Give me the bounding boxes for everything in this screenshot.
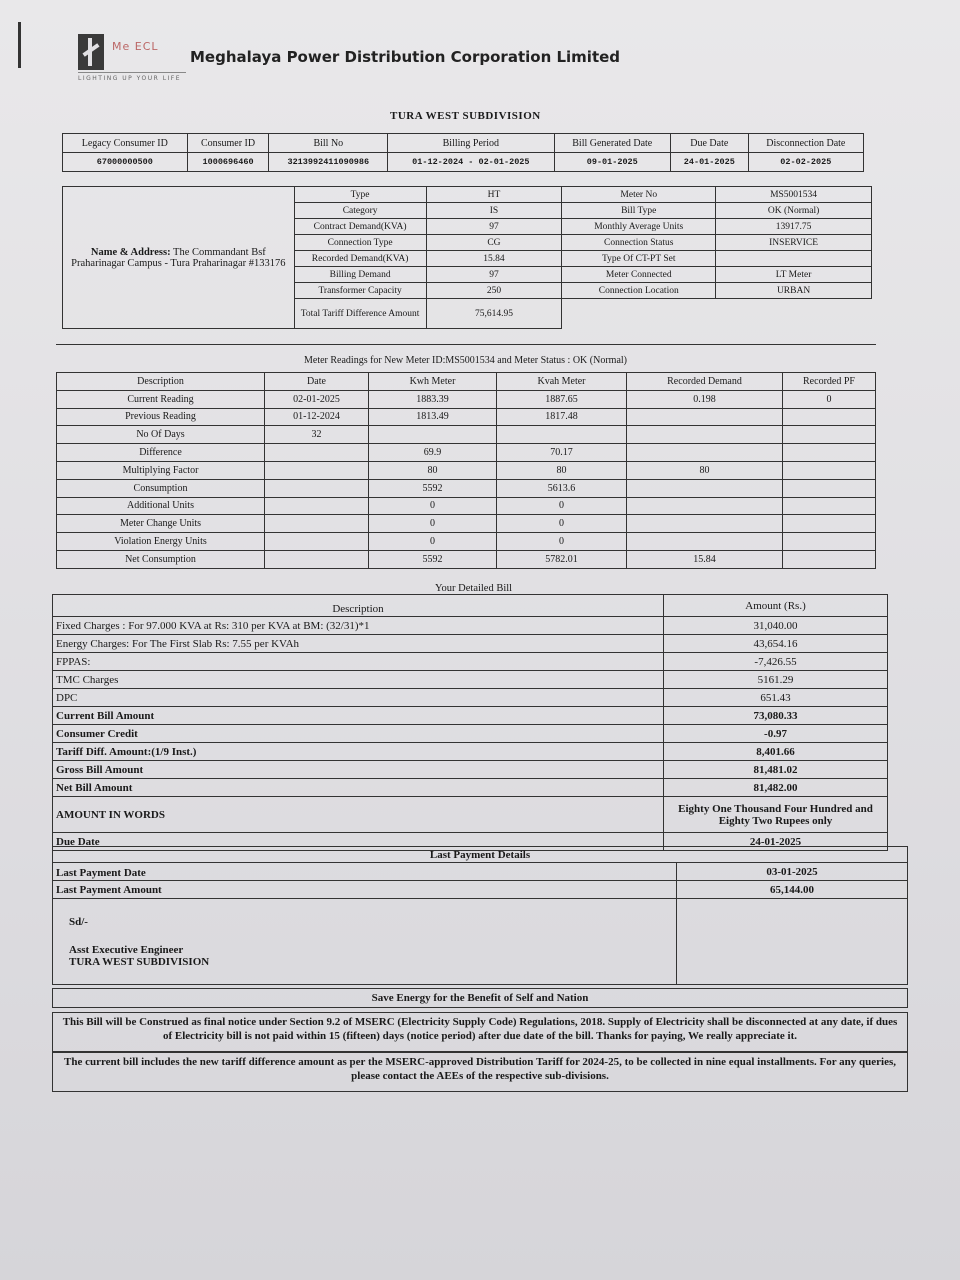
payment-amount-row	[53, 881, 908, 899]
meter-cell: 70.17	[497, 444, 627, 462]
meter-cell: 5613.6	[497, 479, 627, 497]
meter-row-label: No Of Days	[57, 426, 265, 444]
meter-col-kwh: Kwh Meter	[369, 373, 497, 391]
meter-readings-title: Meter Readings for New Meter ID:MS5001534 and Meter Status : OK (Normal)	[56, 344, 876, 374]
bill-row-amount: 8,401.66	[664, 743, 888, 761]
meter-cell	[265, 515, 369, 533]
meter-cell: 5782.01	[497, 550, 627, 568]
meter-cell: 0	[497, 533, 627, 551]
meter-cell	[783, 426, 876, 444]
bill-row	[53, 689, 888, 707]
disconnection-date-label: Disconnection Date	[748, 134, 863, 153]
disconnection-date: 02-02-2025	[748, 153, 863, 172]
meter-cell	[783, 497, 876, 515]
signatory-office: TURA WEST SUBDIVISION	[69, 955, 210, 968]
bill-row	[53, 725, 888, 743]
meter-row-label: Current Reading	[57, 390, 265, 408]
bill-row-amount: 651.43	[664, 689, 888, 707]
meter-cell	[265, 479, 369, 497]
meter-col-recorded-demand: Recorded Demand	[627, 373, 783, 391]
info-value: CG	[426, 235, 562, 251]
bill-no-label: Bill No	[269, 134, 388, 153]
last-payment-date-label: Last Payment Date	[53, 863, 677, 881]
bill-due-date-label: Due Date	[53, 833, 664, 851]
bill-row-label: Fixed Charges : For 97.000 KVA at Rs: 310 per KVA at BM: (32/31)*1	[53, 617, 664, 635]
info-value: 250	[426, 283, 562, 299]
name-address-cell	[63, 187, 295, 329]
last-payment-amount: 65,144.00	[677, 881, 908, 899]
payment-date-row	[53, 863, 908, 881]
bill-row-label: Gross Bill Amount	[53, 761, 664, 779]
signature-block	[53, 899, 677, 985]
info-label: Category	[294, 203, 426, 219]
meter-cell: 80	[369, 461, 497, 479]
bill-row-amount: 81,482.00	[664, 779, 888, 797]
bill-generated-date: 09-01-2025	[554, 153, 670, 172]
meter-row	[57, 515, 876, 533]
meter-cell: 02-01-2025	[265, 390, 369, 408]
total-tariff-diff-value: 75,614.95	[426, 299, 562, 329]
meter-cell: 1817.48	[497, 408, 627, 426]
bill-generated-date-label: Bill Generated Date	[554, 134, 670, 153]
logo-brand: Me ECL	[112, 40, 159, 53]
meter-row	[57, 444, 876, 462]
info-value: OK (Normal)	[716, 203, 872, 219]
meter-cell	[627, 479, 783, 497]
meter-cell: 80	[497, 461, 627, 479]
subdivision-title: TURA WEST SUBDIVISION	[390, 110, 541, 122]
due-date-label: Due Date	[670, 134, 748, 153]
tariff-notice: The current bill includes the new tariff difference amount as per the MSERC-approved Distribution Tariff for 2024-25, to be collected in nine equal installments. For any queries, please contact the AEEs of the respective sub-divisions.	[52, 1052, 908, 1092]
bill-row-label: FPPAS:	[53, 653, 664, 671]
amount-in-words: Eighty One Thousand Four Hundred and Eighty Two Rupees only	[664, 797, 888, 833]
meter-row-label: Net Consumption	[57, 550, 265, 568]
signatory-title: Asst Executive Engineer	[69, 943, 184, 956]
meter-cell: 0	[369, 533, 497, 551]
legacy-consumer-id-label: Legacy Consumer ID	[63, 134, 188, 153]
consumer-info-table	[62, 186, 872, 329]
meter-row-label: Additional Units	[57, 497, 265, 515]
info-value: LT Meter	[716, 267, 872, 283]
meter-cell	[627, 515, 783, 533]
meter-row-label: Multiplying Factor	[57, 461, 265, 479]
bill-row-amount: 31,040.00	[664, 617, 888, 635]
last-payment-title: Last Payment Details	[53, 847, 908, 863]
meter-cell	[627, 426, 783, 444]
meter-col-description: Description	[57, 373, 265, 391]
meter-cell: 1887.65	[497, 390, 627, 408]
lightning-icon	[78, 34, 104, 70]
bill-row	[53, 779, 888, 797]
info-value: 97	[426, 267, 562, 283]
meter-cell: 32	[265, 426, 369, 444]
meter-row	[57, 390, 876, 408]
info-value: MS5001534	[716, 187, 872, 203]
legacy-consumer-id: 67000000500	[63, 153, 188, 172]
meter-row	[57, 550, 876, 568]
bill-row	[53, 707, 888, 725]
info-label: Billing Demand	[294, 267, 426, 283]
meter-cell: 0	[497, 515, 627, 533]
meter-cell	[783, 408, 876, 426]
detailed-bill-title: Your Detailed Bill	[435, 583, 513, 594]
bill-row	[53, 635, 888, 653]
info-label: Bill Type	[562, 203, 716, 219]
info-label: Monthly Average Units	[562, 219, 716, 235]
meter-row	[57, 479, 876, 497]
amount-in-words-row	[53, 797, 888, 833]
meter-cell	[783, 550, 876, 568]
meter-cell	[627, 533, 783, 551]
meter-cell	[627, 408, 783, 426]
meter-cell	[265, 550, 369, 568]
save-energy-slogan: Save Energy for the Benefit of Self and Nation	[52, 988, 908, 1008]
info-value: HT	[426, 187, 562, 203]
meter-cell: 80	[627, 461, 783, 479]
signature-sd: Sd/-	[69, 915, 88, 928]
meter-cell: 5592	[369, 550, 497, 568]
meter-cell: 1883.39	[369, 390, 497, 408]
bill-row	[53, 671, 888, 689]
meter-header-row	[57, 373, 876, 391]
info-label: Contract Demand(KVA)	[294, 219, 426, 235]
bill-row-label: TMC Charges	[53, 671, 664, 689]
name-address-value: The Commandant Bsf Praharinagar Campus - Tura Praharinagar #133176	[71, 246, 286, 269]
disconnection-notice: This Bill will be Construed as final notice under Section 9.2 of MSERC (Electricity Supply Code) Regulations, 2018. Supply of Electricity shall be disconnected at any date, if dues of Electricity bill is not paid within 15 (fifteen) days (notice period) after due date of the bill. Thanks for paying, We really appreciate it.	[52, 1012, 908, 1052]
meter-readings-table	[56, 372, 876, 569]
last-payment-table	[52, 846, 908, 985]
info-value: URBAN	[716, 283, 872, 299]
info-label: Meter No	[562, 187, 716, 203]
meter-row	[57, 497, 876, 515]
meter-cell: 1813.49	[369, 408, 497, 426]
info-label: Connection Location	[562, 283, 716, 299]
meter-cell	[783, 479, 876, 497]
billing-period-label: Billing Period	[388, 134, 554, 153]
meter-row-label: Consumption	[57, 479, 265, 497]
meter-row-label: Violation Energy Units	[57, 533, 265, 551]
bill-header-row	[53, 595, 888, 617]
info-label: Recorded Demand(KVA)	[294, 251, 426, 267]
meter-cell: 0	[497, 497, 627, 515]
header-values-row	[63, 153, 864, 172]
bill-header-table	[62, 133, 864, 172]
bill-desc-header: Description	[53, 595, 664, 617]
amount-in-words-label: AMOUNT IN WORDS	[53, 797, 664, 833]
meter-cell	[369, 426, 497, 444]
meter-cell	[783, 533, 876, 551]
meter-cell	[265, 533, 369, 551]
bill-row-amount: -7,426.55	[664, 653, 888, 671]
meter-cell: 0	[783, 390, 876, 408]
bill-row	[53, 743, 888, 761]
bill-row	[53, 653, 888, 671]
bill-row-amount: 73,080.33	[664, 707, 888, 725]
payment-title-row	[53, 847, 908, 863]
bill-row-label: DPC	[53, 689, 664, 707]
meter-cell	[627, 444, 783, 462]
bill-row-amount: 43,654.16	[664, 635, 888, 653]
meter-cell: 15.84	[627, 550, 783, 568]
meter-cell	[497, 426, 627, 444]
last-payment-amount-label: Last Payment Amount	[53, 881, 677, 899]
info-value	[716, 251, 872, 267]
meter-cell: 0.198	[627, 390, 783, 408]
meter-cell	[783, 444, 876, 462]
meter-cell	[627, 497, 783, 515]
meter-row	[57, 533, 876, 551]
info-row	[63, 187, 872, 203]
meter-row	[57, 408, 876, 426]
info-label: Connection Type	[294, 235, 426, 251]
total-tariff-diff-label: Total Tariff Difference Amount	[294, 299, 426, 329]
name-address-label: Name & Address:	[90, 246, 171, 258]
meter-col-kvah: Kvah Meter	[497, 373, 627, 391]
edge-mark	[18, 22, 21, 68]
meter-cell	[265, 444, 369, 462]
billing-period: 01-12-2024 - 02-01-2025	[388, 153, 554, 172]
meter-cell	[783, 515, 876, 533]
meter-row	[57, 461, 876, 479]
bill-no: 3213992411090986	[269, 153, 388, 172]
meter-row-label: Difference	[57, 444, 265, 462]
info-value: INSERVICE	[716, 235, 872, 251]
bill-row-amount: 81,481.02	[664, 761, 888, 779]
bill-row-amount: -0.97	[664, 725, 888, 743]
meter-cell: 01-12-2024	[265, 408, 369, 426]
detailed-bill-table	[52, 594, 888, 851]
bill-row	[53, 617, 888, 635]
meter-row	[57, 426, 876, 444]
bill-row-label: Net Bill Amount	[53, 779, 664, 797]
bill-row-amount: 5161.29	[664, 671, 888, 689]
meter-col-recorded-pf: Recorded PF	[783, 373, 876, 391]
meter-cell: 69.9	[369, 444, 497, 462]
info-value: IS	[426, 203, 562, 219]
bill-row-label: Energy Charges: For The First Slab Rs: 7.55 per KVAh	[53, 635, 664, 653]
logo-tagline: LIGHTING UP YOUR LIFE	[78, 75, 182, 82]
info-label: Type	[294, 187, 426, 203]
header-labels-row	[63, 134, 864, 153]
consumer-id-label: Consumer ID	[187, 134, 269, 153]
info-value: 97	[426, 219, 562, 235]
due-date: 24-01-2025	[670, 153, 748, 172]
company-name: Meghalaya Power Distribution Corporation Limited	[190, 48, 621, 66]
meter-cell	[265, 497, 369, 515]
bill-amount-header: Amount (Rs.)	[664, 595, 888, 617]
last-payment-date: 03-01-2025	[677, 863, 908, 881]
info-label: Meter Connected	[562, 267, 716, 283]
meter-cell: 0	[369, 515, 497, 533]
info-value: 13917.75	[716, 219, 872, 235]
meter-cell: 5592	[369, 479, 497, 497]
bill-row-label: Consumer Credit	[53, 725, 664, 743]
info-value: 15.84	[426, 251, 562, 267]
bill-rows	[53, 617, 888, 797]
consumer-id: 1000696460	[187, 153, 269, 172]
signature-row	[53, 899, 908, 985]
info-label: Transformer Capacity	[294, 283, 426, 299]
meter-cell	[783, 461, 876, 479]
meter-cell: 0	[369, 497, 497, 515]
bill-due-date: 24-01-2025	[664, 833, 888, 851]
info-label: Type Of CT-PT Set	[562, 251, 716, 267]
meter-col-date: Date	[265, 373, 369, 391]
meter-cell	[265, 461, 369, 479]
bill-row-label: Tariff Diff. Amount:(1/9 Inst.)	[53, 743, 664, 761]
bill-row	[53, 761, 888, 779]
bill-row-label: Current Bill Amount	[53, 707, 664, 725]
meter-row-label: Previous Reading	[57, 408, 265, 426]
meter-rows	[57, 390, 876, 568]
info-label: Connection Status	[562, 235, 716, 251]
meter-row-label: Meter Change Units	[57, 515, 265, 533]
